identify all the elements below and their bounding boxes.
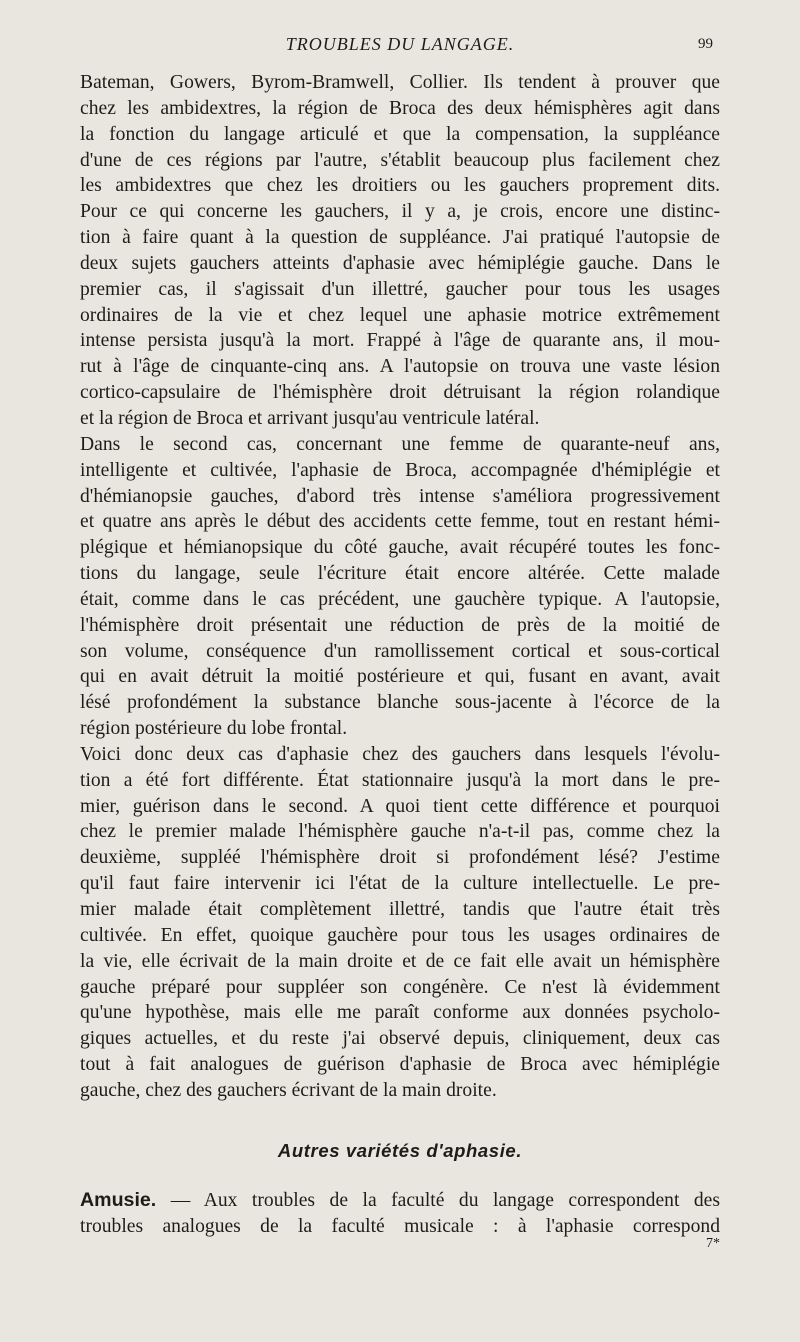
text-line: intelligente et cultivée, l'aphasie de Broca, accompagnée d'hémiplégie et [80,459,720,481]
text-line: la fonction du langage articulé et que la compensation, la suppléance [80,123,720,145]
text-line: l'hémisphère droit présentait une réduction de près de la moitié de [80,614,720,636]
text-line: plégique et hémianopsique du côté gauche, avait récupéré toutes les fonc- [80,537,720,559]
text-line: premier cas, il s'agissait d'un illettré, gaucher pour tous les usages [80,278,720,300]
text-line: cultivée. En effet, quoique gauchère pour tous les usages ordinaires de [80,924,720,946]
text-line: qui en avait détruit la moitié postérieure et qui, fusant en avant, avait [80,666,720,688]
text-line: mier malade était complètement illettré, tandis que l'autre était très [80,899,720,920]
text-line: son volume, conséquence d'un ramollissement cortical et sous-cortical [80,640,720,662]
signature-mark: 7* [706,1236,720,1251]
text-line: Dans le second cas, concernant une femme de quarante-neuf ans, [80,433,720,455]
text-line: la vie, elle écrivait de la main droite et de ce fait elle avait un hémisphère [80,950,720,972]
amusie-line-1-rest: — Aux troubles de la faculté du langage correspondent des [156,1190,720,1211]
text-line: gauche préparé pour suppléer son congénère. Ce n'est là évidemment [80,976,720,998]
text-line: les ambidextres que chez les droitiers ou les gauchers proprement dits. [80,175,720,197]
body-text [80,70,720,1104]
text-line: tions du langage, seule l'écriture était encore altérée. Cette malade [80,563,720,585]
page-number: 99 [698,36,713,52]
text-line: intense persista jusqu'à la mort. Frappé à l'âge de quarante ans, il mou- [80,330,720,352]
text-line: qu'il faut faire intervenir ici l'état de la culture intellectuelle. Le pre- [80,873,720,895]
text-line: et quatre ans après le début des accidents cette femme, tout en restant hémi- [80,511,720,533]
text-line: chez les ambidextres, la région de Broca des deux hémisphères agit dans [80,97,720,119]
text-line: chez le premier malade l'hémisphère gauche n'a-t-il pas, comme chez la [80,821,720,843]
text-line: d'une de ces régions par l'autre, s'établit beaucoup plus facilement chez [80,149,720,171]
text-line: lésé profondément la substance blanche sous-jacente à l'écorce de la [80,692,720,714]
text-line: deux sujets gauchers atteints d'aphasie avec hémiplégie gauche. Dans le [80,252,720,274]
text-line: qu'une hypothèse, mais elle me paraît conforme aux données psycholo- [80,1002,720,1024]
text-line: Pour ce qui concerne les gauchers, il y a, je crois, encore une distinc- [80,201,720,223]
text-line: cortico-capsulaire de l'hémisphère droit détruisant la région rolandique [80,382,720,404]
text-line: deuxième, suppléé l'hémisphère droit si profondément lésé? J'estime [80,847,720,869]
text-line: et la région de Broca et arrivant jusqu'au ventricule latéral. [80,407,540,429]
text-line: d'hémianopsie gauches, d'abord très intense s'améliora progressivement [80,485,720,507]
running-title: TROUBLES DU LANGAGE. [285,34,515,54]
amusie-paragraph [80,1188,720,1240]
amusie-line-2: troubles analogues de la faculté musicale : à l'aphasie correspond [80,1215,720,1237]
text-line: mier, guérison dans le second. A quoi tient cette différence et pourquoi [80,795,720,817]
running-head [0,34,800,60]
text-line: tout à fait analogues de guérison d'aphasie de Broca avec hémiplégie [80,1054,720,1076]
text-line: Voici donc deux cas d'aphasie chez des gauchers dans lesquels l'évolu- [80,743,720,765]
text-line: ordinaires de la vie et chez lequel une aphasie motrice extrêmement [80,304,720,326]
text-line: région postérieure du lobe frontal. [80,718,348,740]
amusie-term: Amusie. [80,1189,157,1211]
text-line: tion à faire quant à la question de suppléance. J'ai pratiqué l'autopsie de [80,227,720,249]
text-line: Bateman, Gowers, Byrom-Bramwell, Collier. Ils tendent à prouver que [80,72,720,93]
text-line: était, comme dans le cas précédent, une gauchère typique. A l'autopsie, [80,588,720,610]
section-title: Autres variétés d'aphasie. [277,1140,523,1161]
text-line: giques actuelles, et du reste j'ai observé depuis, cliniquement, deux cas [80,1028,720,1050]
amusie-line-1 [80,1188,720,1214]
text-line: gauche, chez des gauchers écrivant de la main droite. [80,1079,497,1101]
text-line: tion a été fort différente. État stationnaire jusqu'à la mort dans le pre- [80,769,720,791]
text-line: rut à l'âge de cinquante-cinq ans. A l'autopsie on trouva une vaste lésion [80,356,720,378]
